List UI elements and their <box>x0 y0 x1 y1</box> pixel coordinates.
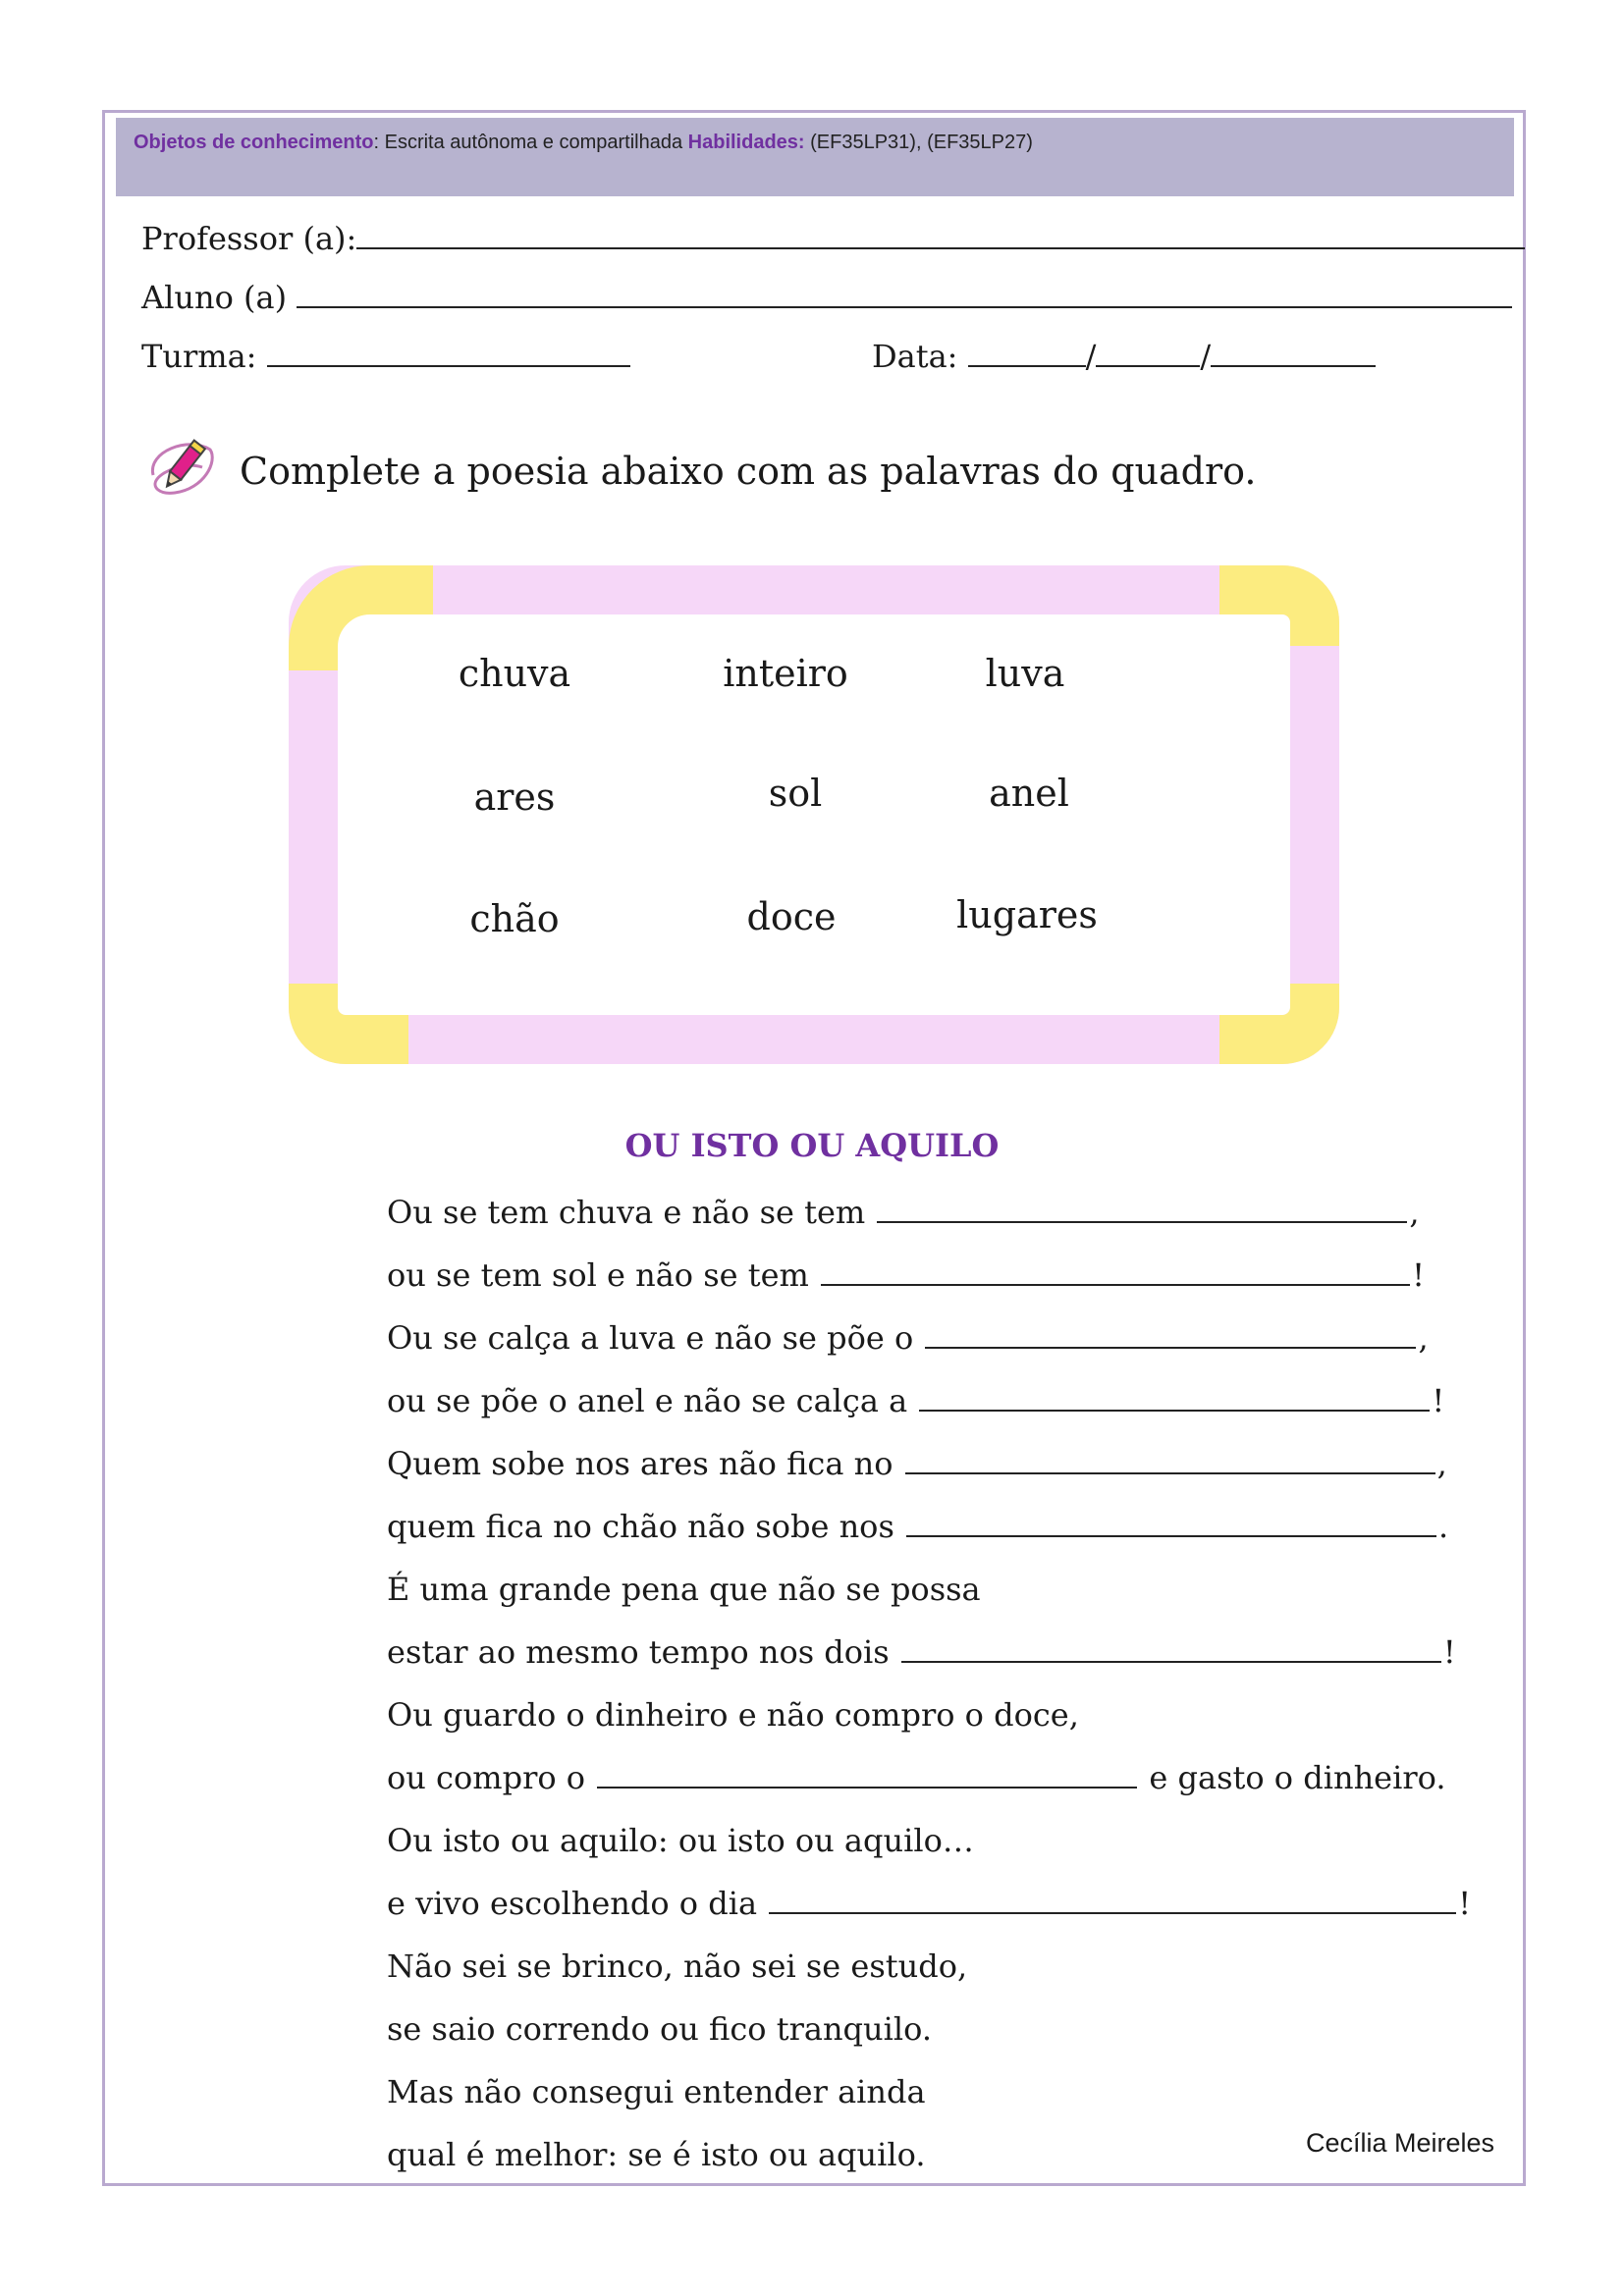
turma-label: Turma: <box>141 338 257 375</box>
verse-text: Ou se calça a luva e não se põe o <box>387 1319 914 1357</box>
verse-punctuation: ! <box>1412 1256 1425 1294</box>
verse-line <box>387 2010 932 2048</box>
verse-text: Ou isto ou aquilo: ou isto ou aquilo… <box>387 1822 974 1859</box>
verse-text: ou se põe o anel e não se calça a <box>387 1382 908 1419</box>
verse-line <box>387 1822 974 1859</box>
verse-line <box>387 1445 1447 1482</box>
verse-punctuation: . <box>1438 1508 1449 1545</box>
verse-line <box>387 1633 1456 1671</box>
verse-line <box>387 1948 967 1985</box>
verse-text: Ou guardo o dinheiro e não compro o doce, <box>387 1696 1079 1734</box>
answer-blank[interactable] <box>821 1256 1410 1286</box>
answer-blank[interactable] <box>901 1633 1441 1663</box>
word-chao: chão <box>469 897 560 940</box>
verse-line <box>387 1194 1420 1231</box>
verse-text: qual é melhor: se é isto ou aquilo. <box>387 2136 926 2173</box>
objetos-value: : Escrita autônoma e compartilhada <box>373 132 688 153</box>
word-ares: ares <box>473 775 556 819</box>
habilidades-value: (EF35LP31), (EF35LP27) <box>804 132 1033 153</box>
verse-text: ou se tem sol e não se tem <box>387 1256 809 1294</box>
verse-line <box>387 2136 925 2173</box>
word-chuva: chuva <box>458 652 571 695</box>
word-doce: doce <box>746 895 837 938</box>
date-separator: / <box>1085 338 1097 375</box>
verse-text: e gasto o dinheiro. <box>1149 1759 1446 1796</box>
pencil-icon <box>145 432 216 503</box>
answer-blank[interactable] <box>919 1382 1430 1412</box>
verse-line <box>387 1319 1429 1357</box>
verse-text: se saio correndo ou fico tranquilo. <box>387 2010 932 2048</box>
verse-line <box>387 1885 1471 1922</box>
verse-text: quem fica no chão não sobe nos <box>387 1508 894 1545</box>
data-label: Data: <box>872 338 958 375</box>
word-anel: anel <box>989 772 1069 815</box>
verse-line <box>387 1382 1444 1419</box>
professor-field <box>141 218 1525 257</box>
answer-blank[interactable] <box>769 1885 1456 1914</box>
answer-blank[interactable] <box>925 1319 1416 1349</box>
answer-blank[interactable] <box>877 1194 1407 1223</box>
date-day-line[interactable] <box>968 336 1086 367</box>
verse-text: É uma grande pena que não se possa <box>387 1571 981 1608</box>
verse-line <box>387 1696 1079 1734</box>
verse-text: Não sei se brinco, não sei se estudo, <box>387 1948 968 1985</box>
verse-punctuation: ! <box>1432 1382 1445 1419</box>
word-lugares: lugares <box>956 893 1098 936</box>
verse-text: e vivo escolhendo o dia <box>387 1885 758 1922</box>
word-sol: sol <box>768 772 823 815</box>
professor-input-line[interactable] <box>356 218 1525 249</box>
word-luva: luva <box>985 652 1065 695</box>
verse-punctuation: , <box>1436 1445 1447 1482</box>
aluno-field <box>141 277 1512 316</box>
verse-punctuation: ! <box>1458 1885 1472 1922</box>
verse-line <box>387 2073 926 2110</box>
verse-line <box>387 1508 1448 1545</box>
verse-text: Ou se tem chuva e não se tem <box>387 1194 866 1231</box>
aluno-input-line[interactable] <box>297 277 1512 308</box>
verse-text: Quem sobe nos ares não fica no <box>387 1445 893 1482</box>
professor-label: Professor (a): <box>141 220 357 257</box>
verse-text: estar ao mesmo tempo nos dois <box>387 1633 890 1671</box>
aluno-label: Aluno (a) <box>141 279 288 316</box>
date-separator: / <box>1200 338 1212 375</box>
poem-title: OU ISTO OU AQUILO <box>624 1127 1000 1164</box>
verse-text: Mas não consegui entender ainda <box>387 2073 926 2110</box>
verse-text: ou compro o <box>387 1759 586 1796</box>
turma-field <box>141 336 630 375</box>
poem-author: Cecília Meireles <box>1306 2128 1495 2158</box>
date-month-line[interactable] <box>1096 336 1200 367</box>
word-inteiro: inteiro <box>723 652 848 695</box>
instruction-text: Complete a poesia abaixo com as palavras do quadro. <box>240 450 1257 493</box>
verse-line <box>387 1256 1425 1294</box>
verse-punctuation: ! <box>1442 1633 1456 1671</box>
verse-line <box>387 1571 981 1608</box>
verse-punctuation: , <box>1409 1194 1420 1231</box>
word-box <box>289 565 1339 1064</box>
data-field <box>872 336 1376 375</box>
verse-line <box>387 1759 1446 1796</box>
date-year-line[interactable] <box>1211 336 1376 367</box>
answer-blank[interactable] <box>597 1759 1137 1789</box>
turma-input-line[interactable] <box>267 336 630 367</box>
habilidades-label: Habilidades: <box>687 132 805 153</box>
objetos-label: Objetos de conhecimento <box>134 132 374 153</box>
word-box-frame <box>289 565 1339 1064</box>
answer-blank[interactable] <box>905 1445 1435 1474</box>
verse-punctuation: , <box>1418 1319 1429 1357</box>
header-band <box>116 118 1514 196</box>
answer-blank[interactable] <box>906 1508 1436 1537</box>
